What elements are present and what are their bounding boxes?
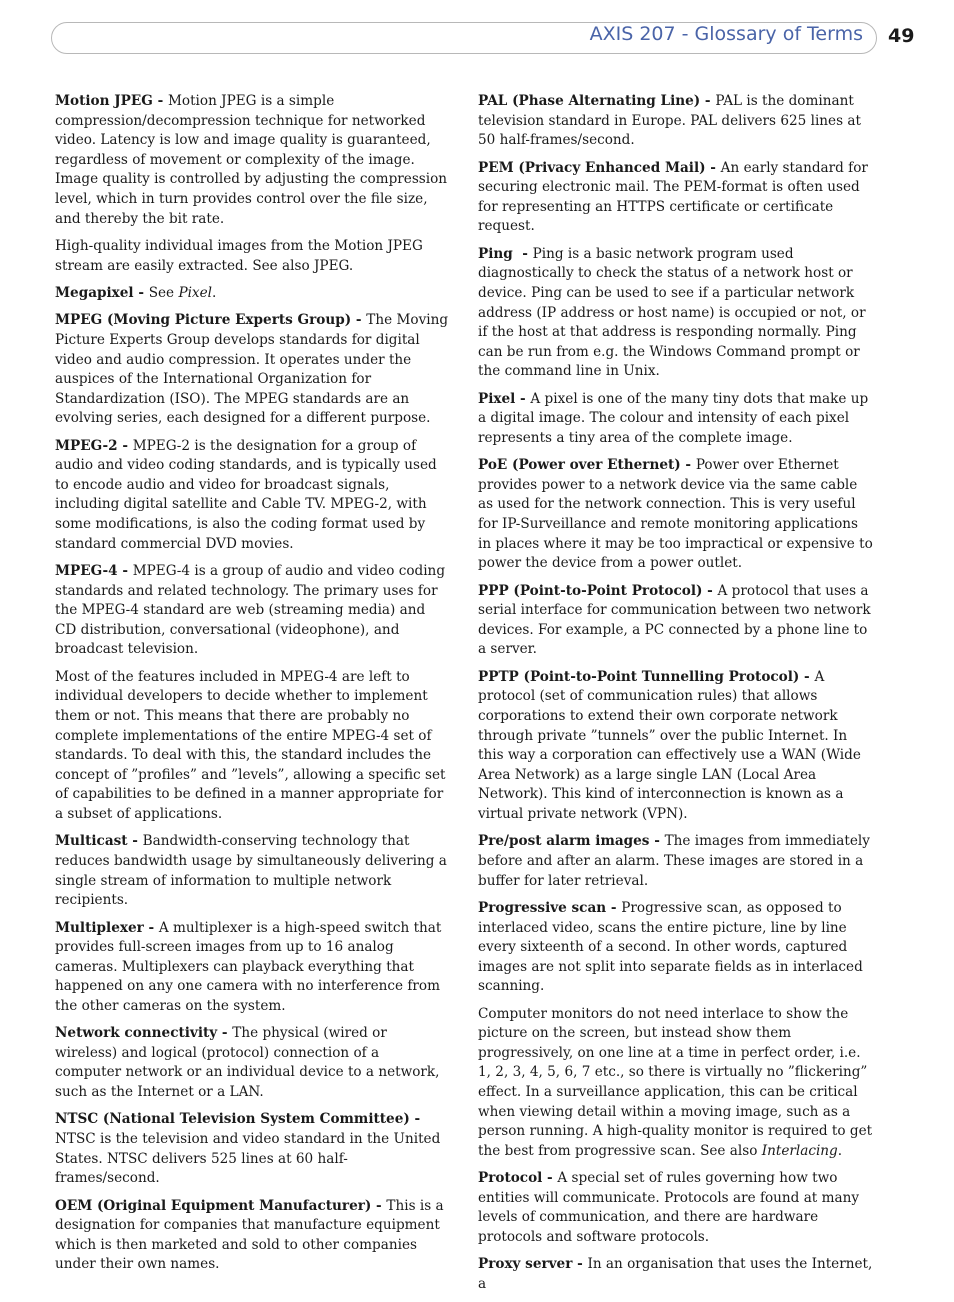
- page-number: 49: [888, 25, 915, 47]
- definition: NTSC is the television and video standard in the United States. NTSC delivers 525 lines at 60 half-frames/second.: [55, 1131, 441, 1187]
- glossary-entry-network-connectivity: [55, 1024, 449, 1102]
- definition: This is a designation for companies that manufacture equipment which is then marketed and sold to other companies under their own names.: [55, 1197, 444, 1273]
- definition: Power over Ethernet provides power to a network device via the same cable as used for the network connection. This is very useful for IP-Surveillance and remote monitoring applications in places where it may be too impractical or expensive to power the device from a power outlet.: [478, 457, 873, 572]
- term: Network connectivity -: [55, 1025, 233, 1042]
- term: Proxy server -: [478, 1256, 588, 1273]
- glossary-entry-ppp: [478, 582, 873, 660]
- term: PPP (Point-to-Point Protocol) -: [478, 582, 718, 599]
- cross-reference: Pixel: [178, 284, 212, 301]
- term: PAL (Phase Alternating Line) -: [478, 93, 716, 109]
- definition: Bandwidth-conserving technology that reduces bandwidth usage by simultaneously delivering a single stream of information to multiple network recipients.: [55, 833, 447, 909]
- glossary-entry-pal: [478, 92, 873, 151]
- punctuation: .: [212, 284, 217, 301]
- definition: An early standard for securing electronic mail. The PEM-format is often used for representing an HTTPS certificate or certificate request.: [478, 159, 868, 235]
- term: PPTP (Point-to-Point Tunnelling Protocol) -: [478, 668, 815, 685]
- term: NTSC (National Television System Committee) -: [55, 1111, 421, 1128]
- glossary-entry-pre-post-alarm: [478, 832, 873, 891]
- definition: See: [148, 284, 179, 301]
- glossary-entry-pem: [478, 159, 873, 237]
- term: Multicast -: [55, 833, 143, 850]
- term: Protocol -: [478, 1170, 558, 1187]
- term: Motion JPEG -: [55, 93, 168, 109]
- term: Ping -: [478, 245, 533, 262]
- glossary-entry-motion-jpeg: [55, 92, 449, 229]
- glossary-entry-motion-jpeg-cont: [55, 237, 449, 276]
- definition: In an organisation that uses the Internet, a: [478, 1256, 873, 1293]
- glossary-entry-multiplexer: [55, 919, 449, 1017]
- definition: PAL is the dominant television standard in Europe. PAL delivers 625 lines at 50 half-frames/second.: [478, 93, 861, 149]
- definition: Ping is a basic network program used diagnostically to check the status of a network host or device. Ping can be used to see if a particular network address (IP address or host name) is occupied or not, or if the host at that address is responding normally. Ping can be run from e.g. the Windows Command prompt or the command line in Unix.: [478, 245, 866, 380]
- glossary-entry-mpeg-4: [55, 562, 449, 660]
- term: MPEG-4 -: [55, 563, 133, 580]
- definition: A pixel is one of the many tiny dots that make up a digital image. The colour and intensity of each pixel represents a tiny area of the complete image.: [478, 390, 869, 446]
- glossary-entry-proxy-server: [478, 1255, 873, 1294]
- term: Pixel -: [478, 390, 531, 407]
- definition: The images from immediately before and after an alarm. These images are stored in a buffer for later retrieval.: [478, 833, 870, 889]
- definition: A multiplexer is a high-speed switch that provides full-screen images from up to 16 analog cameras. Multiplexers can playback everything that happened on any one camera with no interference from the other cameras on the system.: [55, 919, 442, 1014]
- definition: Most of the features included in MPEG-4 are left to individual developers to decide whether to implement them or not. This means that there are probably no complete implementations of the entire MPEG-4 set of standards. To deal with this, the standard includes the concept of ”profiles” and ”levels”, allowing a specific set of capabilities to be defined in a manner appropriate for a subset of applications.: [55, 668, 446, 822]
- glossary-entry-pixel: [478, 390, 873, 449]
- definition: MPEG-2 is the designation for a group of audio and video coding standards, and is typically used to encode audio and video for broadcast signals, including digital satellite and Cable TV. MPEG-2, with some modifications, is also the coding format used by standard commercial DVD movies.: [55, 437, 437, 552]
- term: Progressive scan -: [478, 899, 622, 916]
- definition: The physical (wired or wireless) and logical (protocol) connection of a computer network or an individual device to a network, such as the Internet or a LAN.: [55, 1025, 440, 1101]
- term: MPEG-2 -: [55, 437, 133, 454]
- term: Multiplexer -: [55, 919, 159, 936]
- definition: Computer monitors do not need interlace to show the picture on the screen, but instead show them progressively, on one line at a time in perfect order, i.e. 1, 2, 3, 4, 5, 6, 7 etc., so there is virtually no ”flickering” effect. In a surveillance application, this can be critical when viewing detail within a moving image, such as a person running. A high-quality monitor is required to get the best from progressive scan. See also: [478, 1005, 873, 1159]
- term: MPEG (Moving Picture Experts Group) -: [55, 312, 367, 329]
- term: PEM (Privacy Enhanced Mail) -: [478, 159, 721, 176]
- glossary-entry-megapixel: [55, 284, 449, 304]
- definition: Progressive scan, as opposed to interlaced video, scans the entire picture, line by line every sixteenth of a second. In other words, captured images are not split into separate fields as in interlaced scanning.: [478, 899, 863, 995]
- glossary-entry-progressive-scan: [478, 899, 873, 997]
- glossary-entry-oem: [55, 1197, 449, 1275]
- glossary-entry-mpeg-4-cont: [55, 668, 449, 825]
- glossary-entry-mpeg: [55, 311, 449, 429]
- glossary-entry-progressive-scan-cont: [478, 1005, 873, 1162]
- term: Megapixel -: [55, 284, 149, 301]
- glossary-entry-ntsc: [55, 1110, 449, 1188]
- term: OEM (Original Equipment Manufacturer) -: [55, 1197, 387, 1214]
- glossary-entry-protocol: [478, 1169, 873, 1247]
- definition: A special set of rules governing how two entities will communicate. Protocols are found at many levels of communication, and there are hardware protocols and software protocols.: [478, 1170, 860, 1246]
- cross-reference: Interlacing: [761, 1142, 838, 1159]
- glossary-entry-mpeg-2: [55, 437, 449, 555]
- punctuation: .: [837, 1142, 843, 1159]
- glossary-entry-multicast: [55, 832, 449, 910]
- glossary-entry-poe: [478, 456, 873, 574]
- term: PoE (Power over Ethernet) -: [478, 457, 696, 474]
- page-title: AXIS 207 - Glossary of Terms: [589, 23, 863, 45]
- definition: MPEG-4 is a group of audio and video coding standards and related technology. The primary uses for the MPEG-4 standard are web (streaming media) and CD distribution, conversational (videophone), and broadcast television.: [55, 563, 446, 658]
- left-column: [55, 92, 449, 1283]
- definition: High-quality individual images from the Motion JPEG stream are easily extracted. See also JPEG.: [55, 237, 423, 274]
- right-column: [478, 92, 873, 1302]
- definition: The Moving Picture Experts Group develops standards for digital video and audio compression. It operates under the auspices of the International Organization for Standardization (ISO). The MPEG standards are an evolving series, each designed for a different purpose.: [55, 312, 449, 427]
- definition: A protocol that uses a serial interface for communication between two network devices. For example, a PC connected by a phone line to a server.: [478, 582, 871, 658]
- definition: Motion JPEG is a simple compression/decompression technique for networked video. Latency is low and image quality is guaranteed, regardless of movement or complexity of the image. Image quality is controlled by adjusting the compression level, which in turn provides control over the file size, and thereby the bit rate.: [55, 93, 448, 227]
- glossary-entry-pptp: [478, 668, 873, 825]
- glossary-entry-ping: [478, 245, 873, 382]
- term: Pre/post alarm images -: [478, 833, 665, 850]
- definition: A protocol (set of communication rules) that allows corporations to extend their own corporate network through private ”tunnels” over the public Internet. In this way a corporation can effectively use a WAN (Wide Area Network) as a large single LAN (Local Area Network). This kind of interconnection is known as a virtual private network (VPN).: [478, 668, 861, 822]
